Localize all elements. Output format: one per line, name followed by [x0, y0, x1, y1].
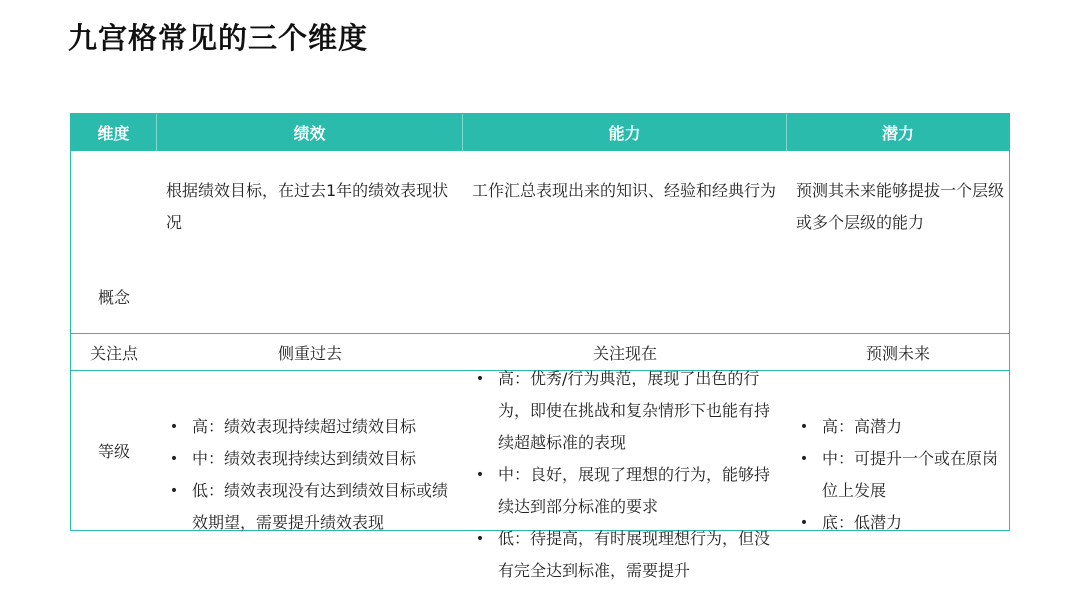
focus-potential: 预测未来 — [865, 343, 930, 363]
list-item-text: 低：待提高，有时展现理想行为，但没有完全达到标准，需要提升 — [498, 529, 771, 580]
list-item-text: 高：优秀/行为典范，展现了出色的行为，即使在挑战和复杂情形下也能有持续超越标准的表现 — [498, 369, 771, 452]
header-potential: 潜力 — [881, 124, 914, 143]
level-potential-list — [796, 411, 1008, 539]
bullet-icon: • — [799, 419, 809, 435]
bullet-icon: • — [169, 451, 179, 467]
list-item — [166, 411, 456, 443]
list-item-text: 底：低潜力 — [822, 513, 903, 532]
bullet-icon: • — [475, 371, 485, 387]
level-ability-cell — [463, 369, 787, 580]
list-item — [796, 411, 1008, 443]
level-row — [71, 369, 1009, 580]
list-item — [472, 523, 778, 587]
concept-potential-cell — [787, 151, 1009, 333]
list-item-text: 低：绩效表现没有达到绩效目标或绩效期望，需要提升绩效表现 — [192, 481, 449, 532]
level-label: 等级 — [97, 442, 130, 461]
concept-performance: 根据绩效目标，在过去1年的绩效表现状况 — [166, 181, 449, 232]
concept-label-text: 概念 — [97, 287, 130, 307]
focus-label: 关注点 — [89, 343, 138, 363]
dimension-table — [70, 113, 1010, 580]
list-item-text: 中：良好，展现了理想的行为，能够持续达到部分标准的要求 — [498, 465, 771, 516]
list-item — [796, 443, 1008, 507]
header-dimension: 维度 — [71, 114, 157, 151]
header-performance: 绩效 — [157, 114, 463, 151]
table-header-row — [71, 114, 1009, 151]
level-ability-list — [472, 363, 778, 587]
bullet-icon: • — [799, 451, 809, 467]
concept-potential: 预测其未来能够提拔一个层级或多个层级的能力 — [796, 181, 1005, 232]
list-item — [796, 507, 1008, 539]
list-item-text: 中：可提升一个或在原岗位上发展 — [822, 449, 999, 500]
header-ability: 能力 — [463, 114, 787, 151]
focus-performance: 侧重过去 — [277, 343, 342, 363]
list-item-text: 高：绩效表现持续超过绩效目标 — [192, 417, 417, 436]
concept-performance-cell — [157, 151, 463, 333]
bullet-icon: • — [169, 483, 179, 499]
focus-ability: 关注现在 — [592, 343, 657, 363]
list-item — [472, 459, 778, 523]
concept-label — [71, 151, 157, 333]
list-item-text: 中：绩效表现持续达到绩效目标 — [192, 449, 417, 468]
concept-ability: 工作汇总表现出来的知识、经验和经典行为 — [472, 181, 777, 200]
level-performance-cell — [157, 371, 463, 530]
concept-ability-cell — [463, 151, 787, 333]
concept-row — [71, 151, 1009, 333]
page-title: 九宫格常见的三个维度 — [68, 21, 369, 55]
bullet-icon: • — [475, 531, 485, 547]
level-performance-list — [166, 411, 456, 539]
list-item-text: 高：高潜力 — [822, 417, 903, 436]
list-item — [472, 363, 778, 459]
list-item — [166, 443, 456, 475]
bullet-icon: • — [799, 515, 809, 531]
bullet-icon: • — [169, 419, 179, 435]
list-item — [166, 475, 456, 539]
bullet-icon: • — [475, 467, 485, 483]
level-potential-cell — [787, 371, 1009, 530]
